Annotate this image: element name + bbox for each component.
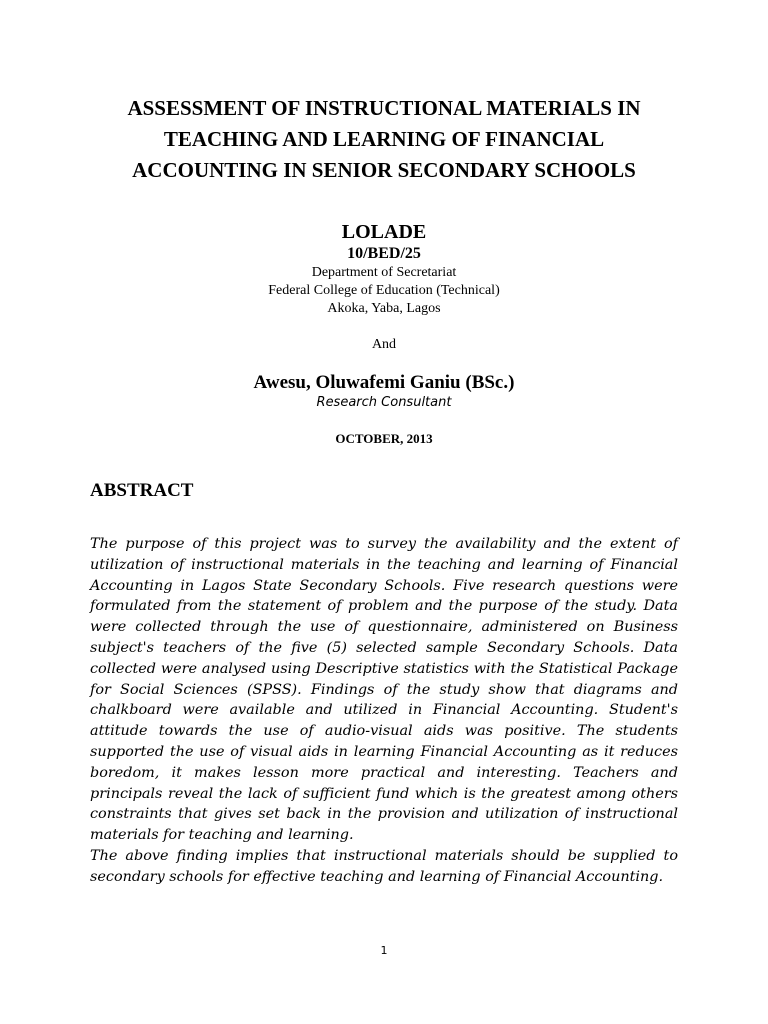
author-conjunction: And (371, 337, 397, 352)
affiliation-department: Department of Secretariat (311, 265, 457, 280)
abstract-paragraph: The above finding implies that instructional materials should be supplied to secondary schools for effective teaching and learning of Financial Accounting. (90, 847, 678, 885)
coauthor-role: Research Consultant (316, 395, 452, 410)
page-number: 1 (380, 944, 388, 957)
coauthor-name: Awesu, Oluwafemi Ganiu (BSc.) (253, 372, 515, 393)
abstract-heading: ABSTRACT (90, 480, 194, 501)
title-line: ASSESSMENT OF INSTRUCTIONAL MATERIALS IN (127, 96, 641, 120)
abstract-paragraph: The purpose of this project was to survey the availability and the extent of utilization of instructional materials in the teaching and learning of Financial Accounting in Lagos State Secondary Schools. Five research questions were formulated from the statement of problem and the purpose of the study. Data were collected through the use of questionnaire, administered on Business subject's teachers of the five (5) selected sample Secondary Schools. Data collected were analysed using Descriptive statistics with the Statistical Package for Social Sciences (SPSS). Findings of the study show that diagrams and chalkboard were available and utilized in Financial Accounting. Student's attitude towards the use of audio-visual aids was positive. The students supported the use of visual aids in learning Financial Accounting as it reduces boredom, it makes lesson more practical and interesting. Teachers and principals reveal the lack of sufficient fund which is the greatest among others constraints that gives set back in the provision and utilization of instructional materials for teaching and learning. (90, 536, 678, 844)
title-line: ACCOUNTING IN SENIOR SECONDARY SCHOOLS (132, 158, 636, 182)
affiliation-institution: Federal College of Education (Technical) (268, 283, 500, 298)
affiliation-location: Akoka, Yaba, Lagos (327, 301, 441, 316)
author-reg-number: 10/BED/25 (347, 245, 421, 262)
author-name: LOLADE (341, 221, 427, 243)
title-line: TEACHING AND LEARNING OF FINANCIAL (163, 127, 605, 151)
publication-date: OCTOBER, 2013 (335, 431, 433, 446)
paper-title (90, 93, 678, 186)
abstract-body (90, 534, 678, 888)
author-affiliation (90, 264, 678, 318)
